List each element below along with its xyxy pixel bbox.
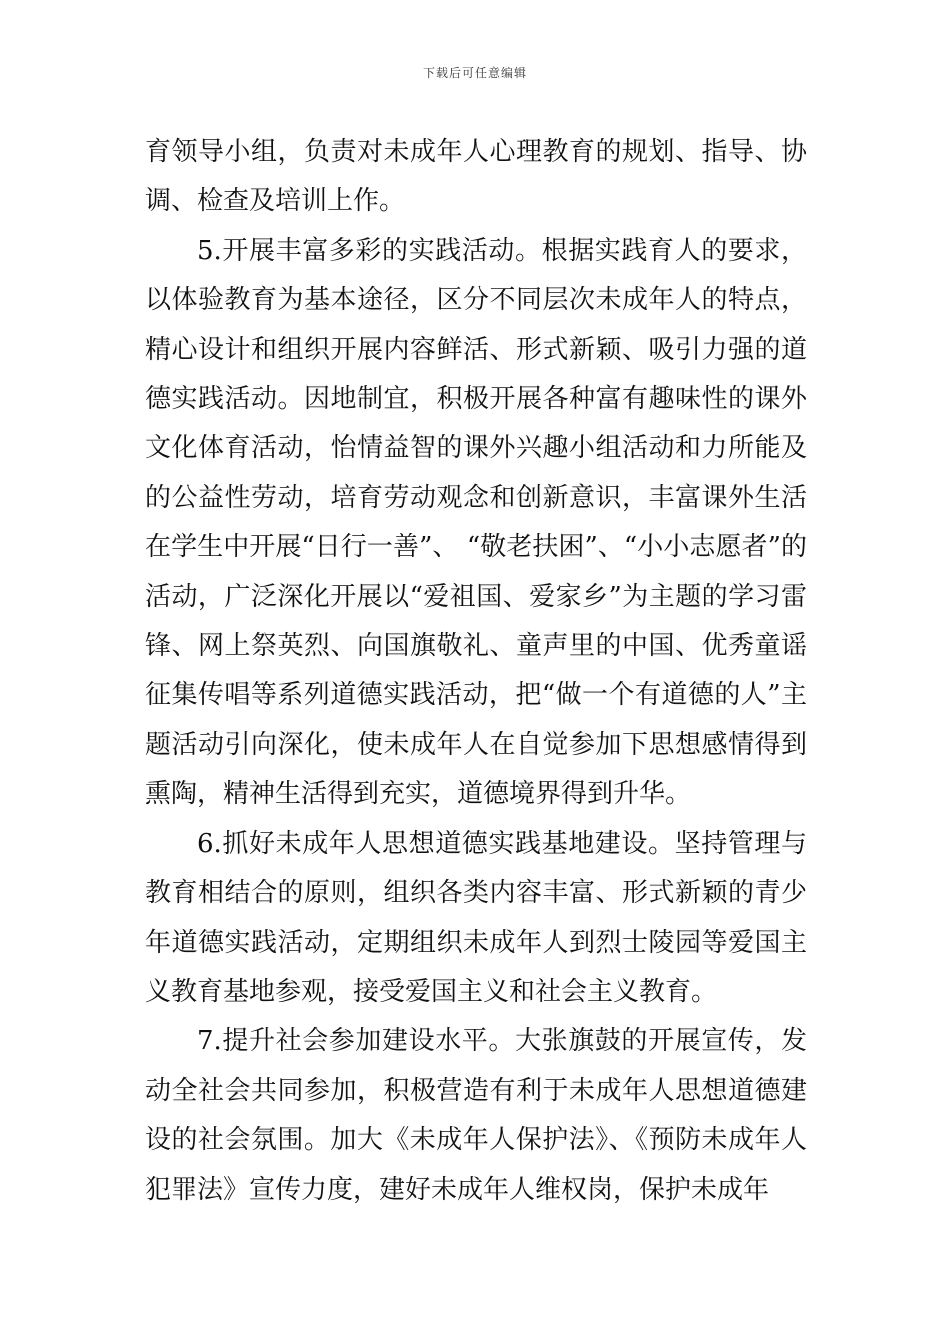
document-body xyxy=(145,128,807,1215)
page-header: 下载后可任意编辑 xyxy=(422,66,527,80)
paragraph-item-7: 7.提升社会参加建设水平。大张旗鼓的开展宣传，发动全社会共同参加，积极营造有利于未成年人思想道德建设的社会氛围。加大《未成年人保护法》、《预防未成年人犯罪法》宣传力度，建好未成年人维权岗，保护未成年 xyxy=(145,1026,807,1205)
paragraph-item-5: 5.开展丰富多彩的实践活动。根据实践育人的要求，以体验教育为基本途径，区分不同层次未成年人的特点，精心设计和组织开展内容鲜活、形式新颖、吸引力强的道德实践活动。因地制宜，积极开展各种富有趣味性的课外文化体育活动，怡情益智的课外兴趣小组活动和力所能及的公益性劳动，培育劳动观念和创新意识，丰富课外生活在学生中开展“日行一善”、 “敬老扶困”、“小小志愿者”的活动，广泛深化开展以“爱祖国、爱家乡”为主题的学习雷锋、网上祭英烈、向国旗敬礼、童声里的中国、优秀童谣征集传唱等系列道德实践活动，把“做一个有道德的人”主题活动引向深化，使未成年人在自觉参加下思想感情得到熏陶，精神生活得到充实，道德境界得到升华。 xyxy=(145,235,807,810)
paragraph-item-6: 6.抓好未成年人思想道德实践基地建设。坚持管理与教育相结合的原则，组织各类内容丰富、形式新颖的青少年道德实践活动，定期组织未成年人到烈士陵园等爱国主义教育基地参观，接受爱国主义和社会主义教育。 xyxy=(145,828,807,1007)
paragraph-continuation: 育领导小组，负责对未成年人心理教育的规划、指导、协调、检查及培训上作。 xyxy=(145,137,807,217)
